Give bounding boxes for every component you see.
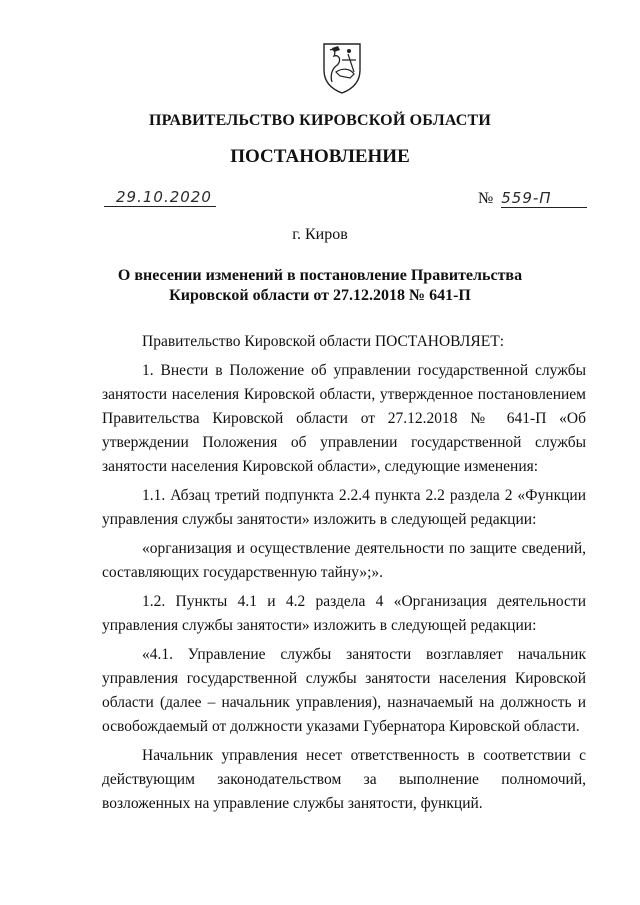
kirov-coat-of-arms-icon (322, 42, 362, 94)
paragraph-quote-1: «организация и осуществление деятельности по защите сведений, составляющих государственную тайну»;». (102, 540, 586, 581)
decree-number-block (478, 189, 587, 208)
decree-title-line-1: О внесении изменений в постановление Правительства (117, 267, 523, 284)
decree-title (0, 266, 640, 306)
government-name: ПРАВИТЕЛЬСТВО КИРОВСКОЙ ОБЛАСТИ (148, 112, 492, 129)
document-type: ПОСТАНОВЛЕНИЕ (230, 146, 410, 167)
decree-number: 559-П (501, 189, 587, 208)
decree-title-line-2: Кировской области от 27.12.2018 № 641-П (169, 287, 471, 304)
paragraph-item-1-2: 1.2. Пункты 4.1 и 4.2 раздела 4 «Организация деятельности управления службы занятости» изложить в следующей редакции: (102, 593, 586, 634)
paragraph-responsibility: Начальник управления несет ответственность в соответствии с действующим законодательством за выполнение полномочий, возложенных на управление службы занятости, функций. (102, 747, 586, 812)
decree-date: 29.10.2020 (104, 188, 216, 207)
paragraph-quote-4-1: «4.1. Управление службы занятости возглавляет начальник управления государственной службы занятости населения Кировской области (далее – начальник управления), назначаемый на должность и освобождаемый от должности указами Губернатора Кировской области. (102, 646, 586, 735)
city: г. Киров (292, 226, 348, 243)
number-sign: № (478, 190, 494, 207)
paragraph-item-1-1: 1.1. Абзац третий подпункта 2.2.4 пункта 2.2 раздела 2 «Функции управления службы занятости» изложить в следующей редакции: (102, 487, 586, 528)
decree-body (102, 330, 586, 821)
paragraph-resolves: Правительство Кировской области ПОСТАНОВЛЯЕТ: (142, 333, 505, 350)
paragraph-item-1: 1. Внести в Положение об управлении государственной службы занятости населения Кировской области, утвержденное постановлением Правительства Кировской области от 27.12.2018 № 641-П «Об утверждении Положения об управлении государственной службы занятости населения Кировской области», следующие изменения: (102, 362, 586, 475)
